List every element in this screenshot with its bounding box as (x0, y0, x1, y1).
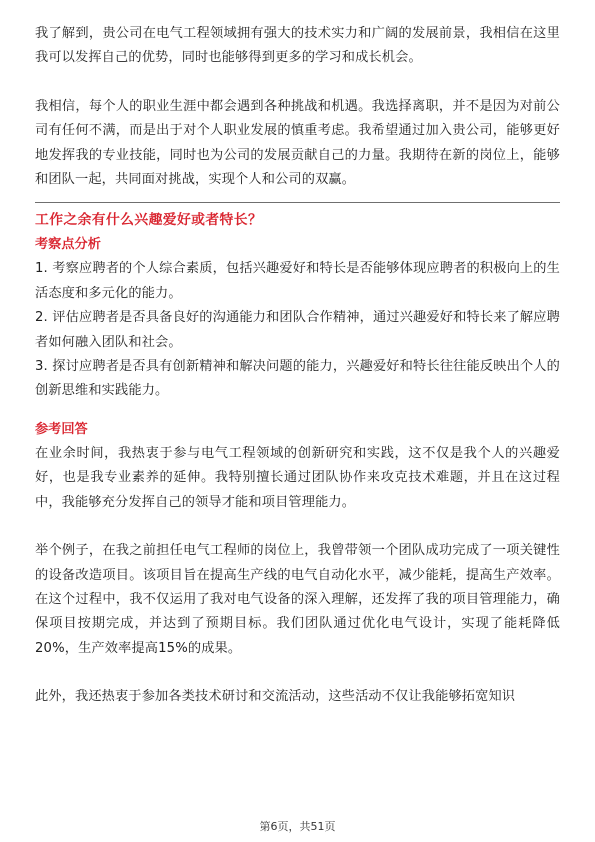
intro-paragraph-1: 我了解到，贵公司在电气工程领域拥有强大的技术实力和广阔的发展前景，我相信在这里我可以发挥自己的优势，同时也能够得到更多的学习和成长机会。 (35, 26, 560, 66)
page-footer: 第6页，共51页 (259, 820, 336, 833)
section-spacer (35, 404, 560, 418)
analysis-point-1: 1. 考察应聘者的个人综合素质，包括兴趣爱好和特长是否能够体现应聘者的积极向上的生活态度和多元化的能力。 (35, 261, 560, 301)
answer-heading: 参考回答 (35, 421, 88, 437)
paragraph-spacer (35, 515, 560, 539)
paragraph-spacer (35, 71, 560, 95)
question-title: 工作之余有什么兴趣爱好或者特长？ (35, 212, 263, 229)
answer-paragraph-3: 此外，我还热衷于参加各类技术研讨和交流活动，这些活动不仅让我能够拓宽知识 (35, 689, 516, 705)
analysis-point-2: 2. 评估应聘者是否具备良好的沟通能力和团队合作精神，通过兴趣爱好和特长来了解应聘者如何融入团队和社会。 (35, 310, 560, 350)
answer-paragraph-2: 举个例子，在我之前担任电气工程师的岗位上，我曾带领一个团队成功完成了一项关键性的设备改造项目。该项目旨在提高生产线的电气自动化水平，减少能耗，提高生产效率。在这个过程中，我不仅运用了我对电气设备的深入理解，还发挥了我的项目管理能力，确保项目按期完成，并达到了预期目标。我们团队通过优化电气设计，实现了能耗降低20%，生产效率提高15%的成果。 (35, 543, 560, 656)
section-divider (35, 202, 560, 203)
analysis-point-3: 3. 探讨应聘者是否具有创新精神和解决问题的能力，兴趣爱好和特长往往能反映出个人的创新思维和实践能力。 (35, 359, 560, 399)
analysis-heading: 考察点分析 (35, 237, 101, 253)
paragraph-spacer (35, 661, 560, 685)
answer-paragraph-1: 在业余时间，我热衷于参与电气工程领域的创新研究和实践，这不仅是我个人的兴趣爱好，也是我专业素养的延伸。我特别擅长通过团队协作来攻克技术难题，并且在这过程中，我能够充分发挥自己的领导才能和项目管理能力。 (35, 445, 560, 510)
document-page (35, 22, 560, 710)
intro-paragraph-2: 我相信，每个人的职业生涯中都会遇到各种挑战和机遇。我选择离职，并不是因为对前公司有任何不满，而是出于对个人职业发展的慎重考虑。我希望通过加入贵公司，能够更好地发挥我的专业技能，同时也为公司的发展贡献自己的力量。我期待在新的岗位上，能够和团队一起，共同面对挑战，实现个人和公司的双赢。 (35, 98, 560, 188)
